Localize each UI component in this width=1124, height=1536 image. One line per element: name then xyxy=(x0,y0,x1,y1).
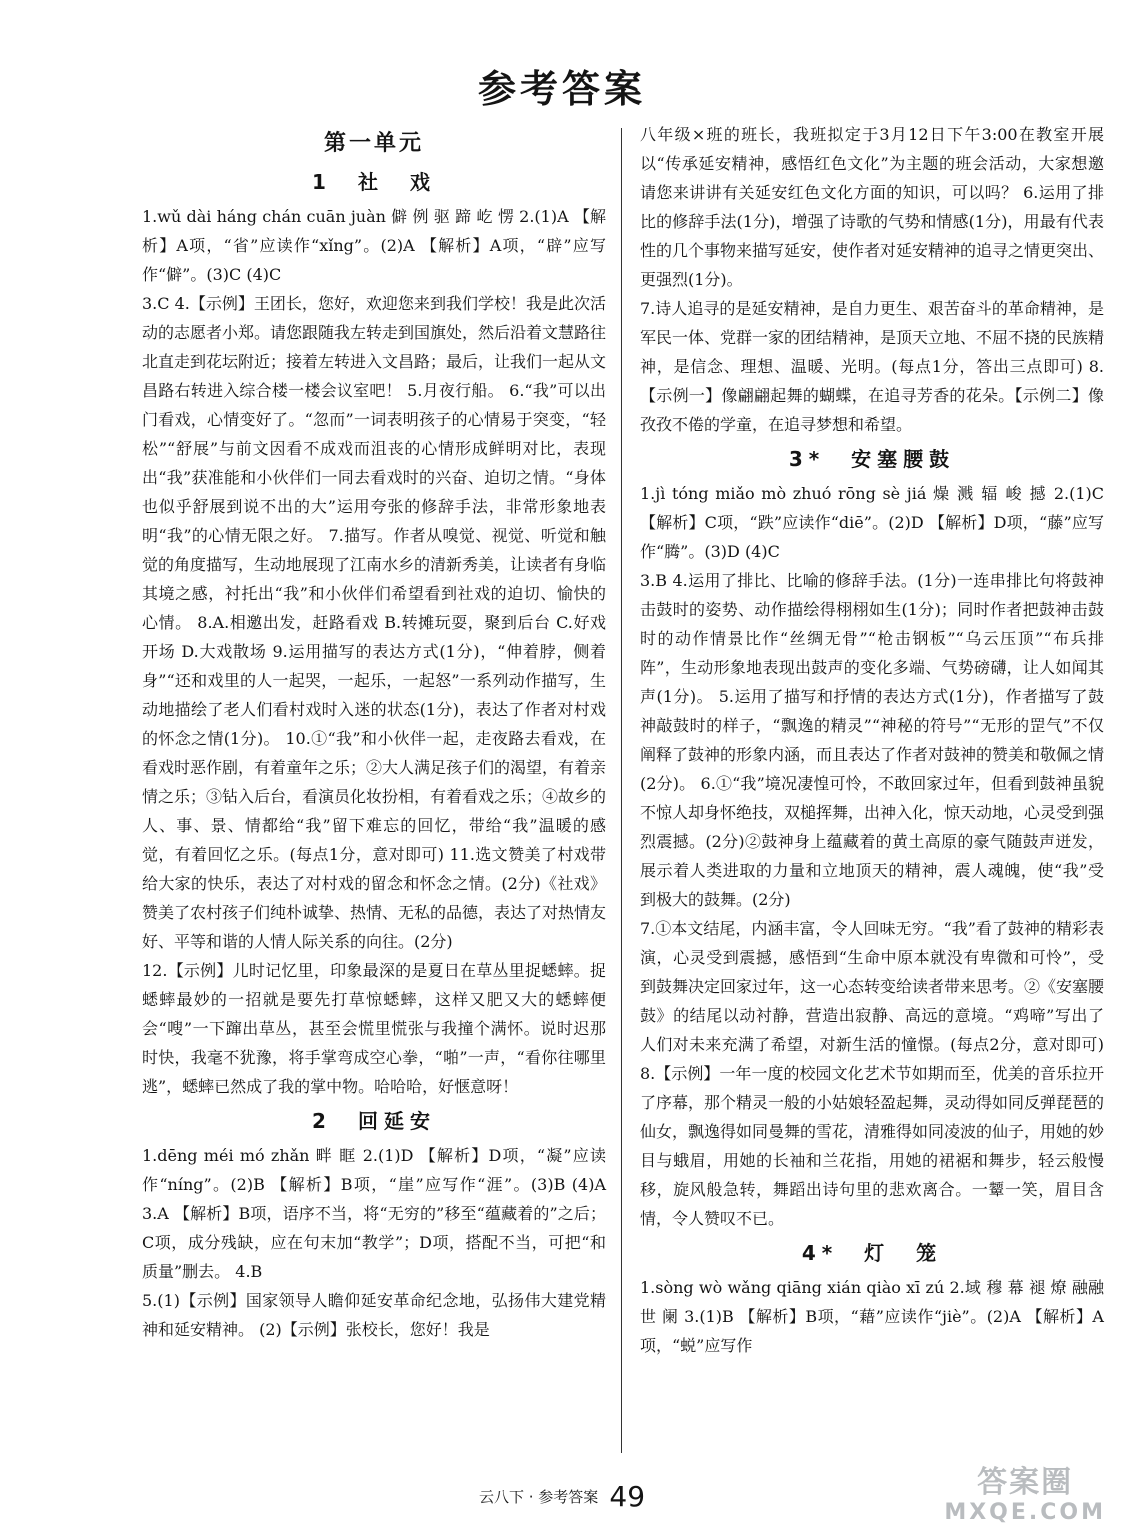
lesson-3-answer-1: 1.jì tóng miǎo mò zhuó rōng sè jiá 燥 溅 辐 峻 撼 2.(1)C 【解析】C项，“跌”应读作“diē”。(2)D 【解析】D项，“藤”应写作“腾”。(3)D (4)C xyxy=(640,484,1104,561)
watermark-sub-text: MXQE.COM xyxy=(944,1500,1106,1525)
lesson-2-continuation-1: 八年级×班的班长，我班拟定于3月12日下午3:00在教室开展以“传承延安精神，感悟红色文化”为主题的班会活动，大家想邀请您来讲讲有关延安红色文化方面的知识，可以吗？ 6.运用了排比的修辞手法(1分)，增强了诗歌的气势和情感(1分)，用最有代表性的几个事物来描写延安，使作者对延安精神的追寻之情更突出、更强烈(1分)。 xyxy=(640,125,1105,289)
lesson-2-answer-1: 1.dēng méi mó zhǎn 畔 眶 2.(1)D 【解析】D项，“凝”应读作“níng”。(2)B 【解析】B项，“崖”应写作“涯”。(3)B (4)A 3.A 【解析】B项，语序不当，将“无穷的”移至“蕴藏着的”之后；C项，成分残缺，应在句末加“教学”；D项，搭配不当，可把“和质量”删去。 4.B xyxy=(142,1146,606,1281)
lesson-3-answer-2: 3.B 4.运用了排比、比喻的修辞手法。(1分)一连串排比句将鼓神击鼓时的姿势、动作描绘得栩栩如生(1分)；同时作者把鼓神击鼓时的动作情景比作“丝绸无骨”“枪击钢板”“乌云压顶”“布兵排阵”，生动形象地表现出鼓声的变化多端、气势磅礴，让人如闻其声(1分)。 5.运用了描写和抒情的表达方式(1分)，作者描写了鼓神敲鼓时的样子，“飘逸的精灵”“神秘的符号”“无形的罡气”不仅阐释了鼓神的形象内涵，而且表达了作者对鼓神的赞美和敬佩之情(2分)。 6.①“我”境况凄惶可怜，不敢回家过年，但看到鼓神虽貌不惊人却身怀绝技，双槌挥舞，出神入化，惊天动地，心灵受到强烈震撼。(2分)②鼓神身上蕴藏着的黄土高原的豪气随鼓声迸发，展示着人类进取的力量和立地顶天的精神，震人魂魄，使“我”受到极大的鼓舞。(2分) xyxy=(640,571,1105,909)
left-column xyxy=(142,120,606,1344)
lesson-1-heading: 1 社 戏 xyxy=(312,170,436,194)
lesson-4-heading: 4* 灯 笼 xyxy=(801,1241,943,1265)
unit-heading: 第一单元 xyxy=(323,131,424,156)
lesson-4-answer-1: 1.sòng wò wǎng qiāng xián qiào xī zú 2.域 穆 幕 褪 燎 融融 世 阑 3.(1)B 【解析】B项，“藉”应读作“jiè”。(2)A 【解析】A项，“蜕”应写作 xyxy=(640,1278,1104,1355)
lesson-2-answer-2: 5.(1)【示例】国家领导人瞻仰延安革命纪念地，弘扬伟大建党精神和延安精神。 (2)【示例】张校长，您好！我是 xyxy=(142,1291,606,1339)
column-divider xyxy=(621,128,622,1453)
right-column xyxy=(640,120,1104,1360)
watermark-logo xyxy=(944,1465,1106,1528)
lesson-2-continuation-2: 7.诗人追寻的是延安精神，是自力更生、艰苦奋斗的革命精神，是军民一体、党群一家的团结精神，是顶天立地、不屈不挠的民族精神，是信念、理想、温暖、光明。(每点1分，答出三点即可) 8.【示例一】像翩翩起舞的蝴蝶，在追寻芳香的花朵。【示例二】像孜孜不倦的学童，在追寻梦想和希望。 xyxy=(640,299,1105,434)
footer-label: 云八下 · 参考答案 xyxy=(478,1488,599,1506)
page-number: 49 xyxy=(609,1480,646,1513)
lesson-1-answer-1: 1.wǔ dài háng chán cuān juàn 僻 例 驱 蹄 屹 愣 2.(1)A 【解析】A项，“省”应读作“xǐng”。(2)A 【解析】A项，“辟”应写作“僻”。(3)C (4)C xyxy=(142,207,606,284)
lesson-1-answer-3: 12.【示例】儿时记忆里，印象最深的是夏日在草丛里捉蟋蟀。捉蟋蟀最妙的一招就是要先打草惊蟋蟀，这样又肥又大的蟋蟀便会“嗖”一下蹿出草丛，甚至会慌里慌张与我撞个满怀。说时迟那时快，我毫不犹豫，将手掌弯成空心拳，“啪”一声，“看你往哪里逃”，蟋蟀已然成了我的掌中物。哈哈哈，好惬意呀！ xyxy=(142,961,606,1096)
lesson-3-heading: 3* 安塞腰鼓 xyxy=(788,447,956,471)
lesson-3-answer-3: 7.①本文结尾，内涵丰富，令人回味无穷。“我”看了鼓神的精彩表演，心灵受到震撼，感悟到“生命中原本就没有卑微和可怜”，受到鼓舞决定回家过年，这一心态转变给读者带来思考。②《安塞腰鼓》的结尾以动衬静，营造出寂静、高远的意境。“鸡啼”写出了人们对未来充满了希望，对新生活的憧憬。(每点2分，意对即可) 8.【示例】一年一度的校园文化艺术节如期而至，优美的音乐拉开了序幕，那个精灵一般的小姑娘轻盈起舞，灵动得如同反弹琵琶的仙女，飘逸得如同曼舞的雪花，清雅得如同凌波的仙子，用她的妙目与蛾眉，用她的长袖和兰花指，用她的裙裾和舞步，轻云般慢移，旋风般急转，舞蹈出诗句里的悲欢离合。一颦一笑，眉目含情，令人赞叹不已。 xyxy=(640,919,1105,1228)
lesson-1-answer-2: 3.C 4.【示例】王团长，您好，欢迎您来到我们学校！我是此次活动的志愿者小郑。请您跟随我左转走到国旗处，然后沿着文慧路往北直走到花坛附近；接着左转进入文昌路；最后，让我们一起从文昌路右转进入综合楼一楼会议室吧！ 5.月夜行船。 6.“我”可以出门看戏，心情变好了。“忽而”一词表明孩子的心情易于突变，“轻松”“舒展”与前文因看不成戏而沮丧的心情形成鲜明对比，表现出“我”获准能和小伙伴们一同去看戏时的兴奋、迫切之情。“身体也似乎舒展到说不出的大”运用夸张的修辞手法，非常形象地表明“我”的心情无限之好。 7.描写。作者从嗅觉、视觉、听觉和触觉的角度描写，生动地展现了江南水乡的清新秀美，让读者有身临其境之感，衬托出“我”和小伙伴们希望看到社戏的迫切、愉快的心情。 8.A.相邀出发，赶路看戏 B.转摊玩耍，聚到后台 C.好戏开场 D.大戏散场 9.运用描写的表达方式(1分)，“伸着脖，侧着身”“还和戏里的人一起哭，一起乐，一起怒”一系列动作描写，生动地描绘了老人们看村戏时入迷的状态(1分)，表达了作者对村戏的怀念之情(1分)。 10.①“我”和小伙伴一起，走夜路去看戏，在看戏时恶作剧，有着童年之乐；②大人满足孩子们的渴望，有着亲情之乐；③钻入后台，看演员化妆扮相，有着看戏之乐；④故乡的人、事、景、情都给“我”留下难忘的回忆，带给“我”温暖的感觉，有着回忆之乐。(每点1分，意对即可) 11.选文赞美了村戏带给大家的快乐，表达了对村戏的留念和怀念之情。(2分)《社戏》赞美了农村孩子们纯朴诚挚、热情、无私的品德，表达了对热情友好、平等和谐的人情人际关系的向往。(2分) xyxy=(142,294,607,951)
watermark-main-text: 答案圈 xyxy=(977,1465,1074,1500)
page-title: 参考答案 xyxy=(477,67,646,111)
lesson-2-heading: 2 回延安 xyxy=(312,1109,436,1133)
